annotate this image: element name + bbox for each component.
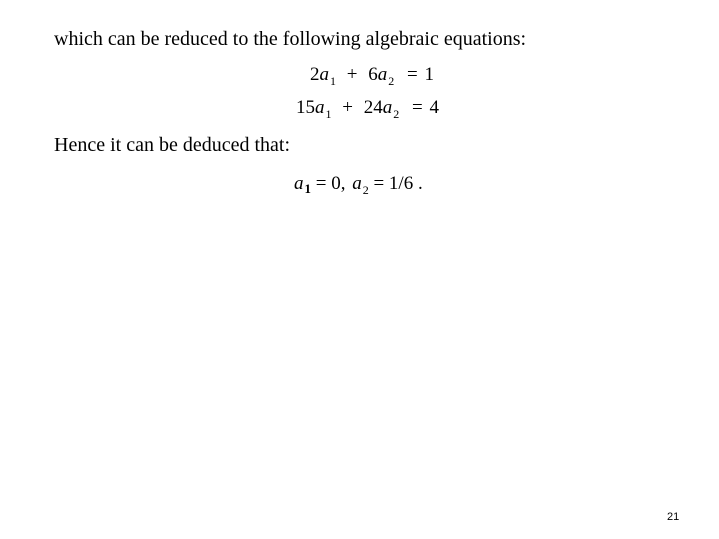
eq2-var2: a [382, 97, 393, 118]
eq2-var1: a [315, 97, 325, 118]
eq2-coef2: 24 [363, 97, 383, 118]
eq1-coef1: 2 [310, 64, 320, 85]
deduction-text: Hence it can be deduced that: [54, 134, 290, 156]
result-equation [294, 172, 423, 197]
eq1-var2: a [377, 64, 388, 85]
equation-1 [310, 63, 434, 88]
result-sub2: 2 [362, 183, 369, 197]
result-var2: a [352, 173, 362, 194]
eq2-rhs: 4 [429, 97, 439, 118]
equation-2 [296, 96, 439, 121]
eq1-coef2: 6 [368, 64, 378, 85]
eq1-var1: a [319, 64, 329, 85]
eq1-sub2: 2 [388, 74, 395, 88]
eq2-sub2: 2 [393, 107, 400, 121]
eq2-sub1: 1 [325, 107, 332, 121]
eq2-plus: + [342, 97, 353, 118]
result-part1: = 0, [311, 173, 346, 194]
intro-text: which can be reduced to the following algebraic equations: [54, 28, 527, 50]
result-part2: = 1/6 . [368, 173, 423, 194]
eq1-equals: = [406, 64, 418, 85]
eq2-equals: = [411, 97, 423, 118]
eq2-coef1: 15 [296, 97, 315, 118]
page-number: 21 [667, 511, 680, 523]
result-var1: a [294, 173, 304, 194]
eq1-rhs: 1 [424, 64, 434, 85]
result-sub1: 1 [304, 181, 311, 196]
eq1-sub1: 1 [330, 74, 336, 88]
eq1-plus: + [346, 64, 358, 85]
